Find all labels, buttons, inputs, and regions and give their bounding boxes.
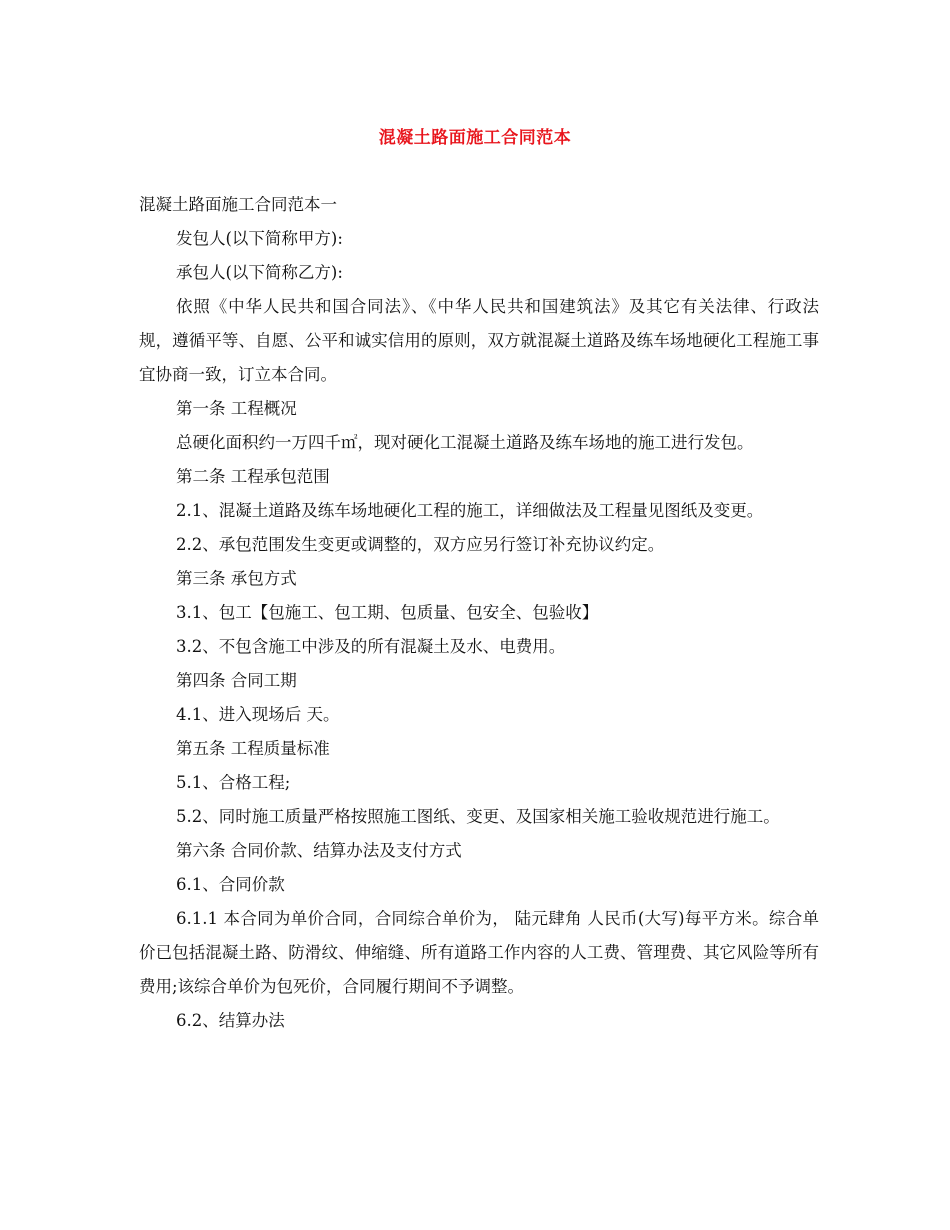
clause-2-1: 2.1、混凝土道路及练车场地硬化工程的施工，详细做法及工程量见图纸及变更。	[176, 501, 764, 520]
article-5-heading: 第五条 工程质量标准	[176, 739, 330, 758]
party-b-line: 承包人(以下简称乙方):	[176, 263, 343, 282]
article-2-heading: 第二条 工程承包范围	[176, 467, 330, 486]
clause-3-2: 3.2、不包含施工中涉及的所有混凝土及水、电费用。	[176, 637, 566, 656]
section-heading-template-one: 混凝土路面施工合同范本一	[139, 195, 337, 214]
clause-6-2: 6.2、结算办法	[176, 1011, 285, 1030]
party-a-line: 发包人(以下简称甲方):	[176, 229, 343, 248]
clause-5-1: 5.1、合格工程;	[176, 773, 291, 792]
clause-4-1: 4.1、进入现场后 天。	[176, 705, 340, 724]
clause-2-2: 2.2、承包范围发生变更或调整的，双方应另行签订补充协议约定。	[176, 535, 665, 554]
document-title: 混凝土路面施工合同范本	[378, 128, 572, 148]
article-4-heading: 第四条 合同工期	[176, 671, 297, 690]
article-3-heading: 第三条 承包方式	[176, 569, 297, 588]
article-1-heading: 第一条 工程概况	[176, 399, 297, 418]
article-6-heading: 第六条 合同价款、结算办法及支付方式	[176, 841, 462, 860]
preamble-paragraph: 依照《中华人民共和国合同法》、《中华人民共和国建筑法》及其它有关法律、行政法规，遵循平等、自愿、公平和诚实信用的原则，双方就混凝土道路及练车场地硬化工程施工事宜协商一致，订立本合同。	[139, 297, 819, 384]
document-body	[139, 188, 819, 1038]
clause-6-1-1: 6.1.1 本合同为单价合同，合同综合单价为， 陆元肆角 人民币(大写)每平方米。综合单价已包括混凝土路、防滑纹、伸缩缝、所有道路工作内容的人工费、管理费、其它风险等所有费用;该综合单价为包死价，合同履行期间不予调整。	[139, 909, 819, 996]
clause-3-1: 3.1、包工【包施工、包工期、包质量、包安全、包验收】	[176, 603, 599, 622]
clause-6-1: 6.1、合同价款	[176, 875, 285, 894]
clause-5-2: 5.2、同时施工质量严格按照施工图纸、变更、及国家相关施工验收规范进行施工。	[176, 807, 780, 826]
article-1-text: 总硬化面积约一万四千㎡，现对硬化工混凝土道路及练车场地的施工进行发包。	[176, 433, 754, 452]
